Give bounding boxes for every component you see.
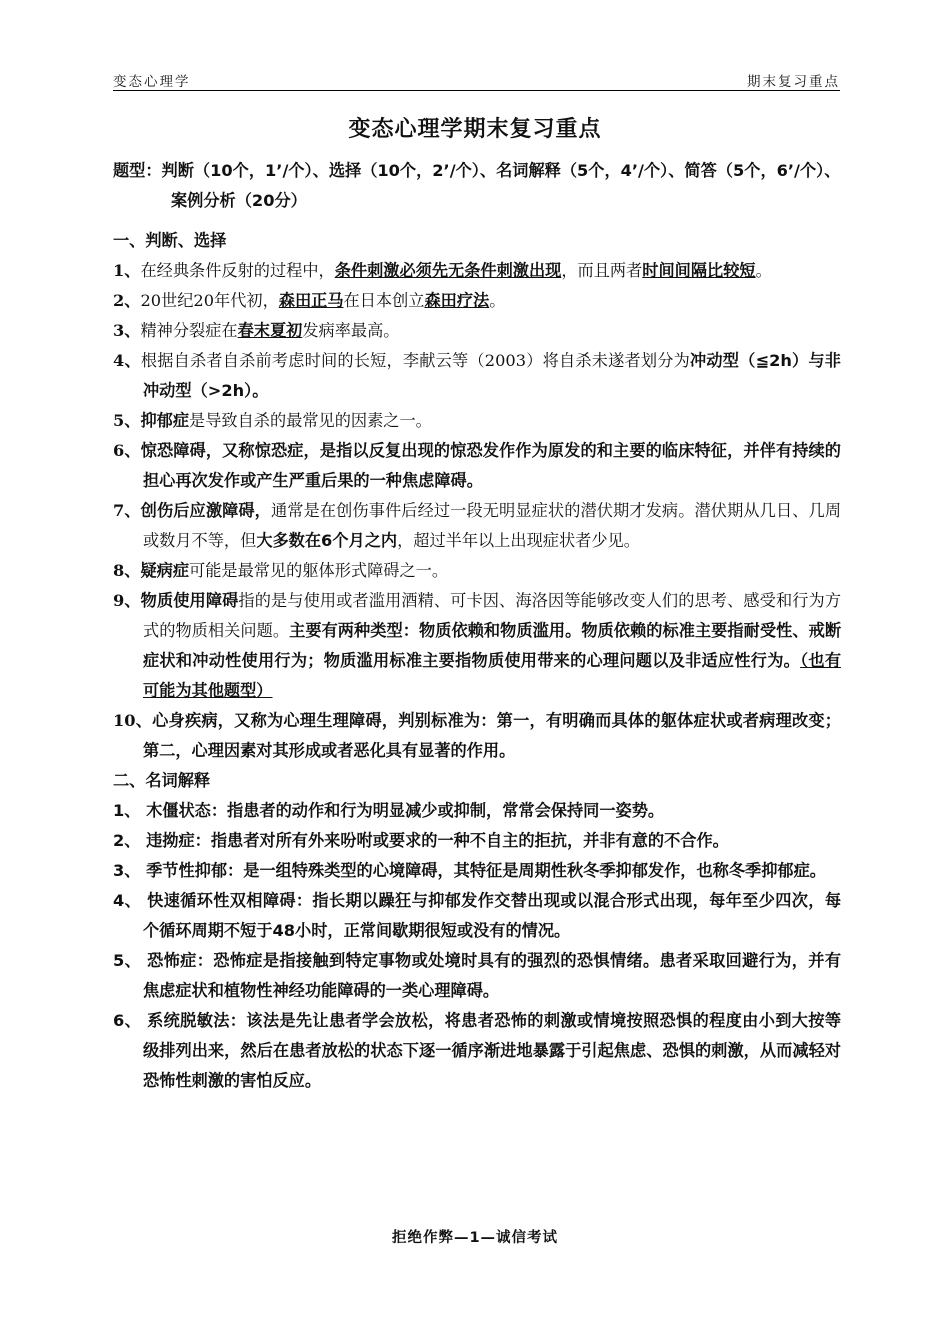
list-item: 2、 违拗症：指患者对所有外来吩咐或要求的一种不自主的拒抗，并非有意的不合作。 [113, 831, 729, 850]
list-item: 2、20世纪20年代初，森田正马在日本创立森田疗法。 [113, 291, 506, 310]
section-heading-terms: 二、名词解释 [113, 771, 211, 790]
list-item: 1、 木僵状态：指患者的动作和行为明显减少或抑制，常常会保持同一姿势。 [113, 801, 665, 820]
list-item: 3、 季节性抑郁：是一组特殊类型的心境障碍，其特征是周期性秋冬季抑郁发作，也称冬季抑郁症。 [113, 861, 826, 880]
page-footer: 拒绝作弊—1—诚信考试 [391, 1230, 559, 1246]
question-types: 题型：判断（10个，1’/个）、选择（10个，2’/个）、名词解释（5个，4’/个）、简答（5个，6’/个）、案例分析（20分） [113, 161, 841, 210]
list-item: 3、精神分裂症在春末夏初发病率最高。 [113, 321, 400, 340]
list-item: 4、 快速循环性双相障碍：指长期以躁狂与抑郁发作交替出现或以混合形式出现，每年至少四次，每个循环周期不短于48小时，正常间歇期很短或没有的情况。 [113, 891, 842, 940]
list-item: 8、疑病症可能是最常见的躯体形式障碍之一。 [113, 561, 449, 580]
list-item: 4、根据自杀者自杀前考虑时间的长短，李献云等（2003）将自杀未遂者划分为冲动型（≦2h）与非冲动型（>2h）。 [113, 351, 841, 400]
list-item: 5、抑郁症是导致自杀的最常见的因素之一。 [113, 411, 432, 430]
header-right: 期末复习重点 [747, 74, 840, 90]
section-heading-judge-choice: 一、判断、选择 [113, 231, 227, 250]
document-body [113, 156, 841, 1096]
list-item: 5、 恐怖症：恐怖症是指接触到特定事物或处境时具有的强烈的恐惧情绪。患者采取回避行为，并有焦虑症状和植物性神经功能障碍的一类心理障碍。 [113, 951, 842, 1000]
list-item: 7、创伤后应激障碍，通常是在创伤事件后经过一段无明显症状的潜伏期才发病。潜伏期从几日、几周或数月不等，但大多数在6个月之内，超过半年以上出现症状者少见。 [113, 501, 842, 550]
list-item: 1、在经典条件反射的过程中，条件刺激必须先无条件刺激出现，而且两者时间间隔比较短。 [113, 261, 772, 280]
list-item: 10、心身疾病，又称为心理生理障碍，判别标准为：第一，有明确而具体的躯体症状或者病理改变；第二，心理因素对其形成或者恶化具有显著的作用。 [113, 711, 841, 760]
list-item: 6、 系统脱敏法：该法是先让患者学会放松，将患者恐怖的刺激或情境按照恐惧的程度由小到大按等级排列出来，然后在患者放松的状态下逐一循序渐进地暴露于引起焦虑、恐惧的刺激，从而减轻对恐怖性刺激的害怕反应。 [113, 1011, 842, 1090]
header-left: 变态心理学 [113, 74, 191, 90]
list-item: 9、物质使用障碍指的是与使用或者滥用酒精、可卡因、海洛因等能够改变人们的思考、感受和行为方式的物质相关问题。主要有两种类型：物质依赖和物质滥用。物质依赖的标准主要指耐受性、戒断症状和冲动性使用行为；物质滥用标准主要指物质使用带来的心理问题以及非适应性行为。（也有可能为其他题型） [113, 591, 842, 700]
page-header [113, 68, 840, 91]
page-title: 变态心理学期末复习重点 [348, 117, 602, 142]
list-item: 6、惊恐障碍，又称惊恐症，是指以反复出现的惊恐发作作为原发的和主要的临床特征，并伴有持续的担心再次发作或产生严重后果的一种焦虑障碍。 [113, 441, 841, 490]
